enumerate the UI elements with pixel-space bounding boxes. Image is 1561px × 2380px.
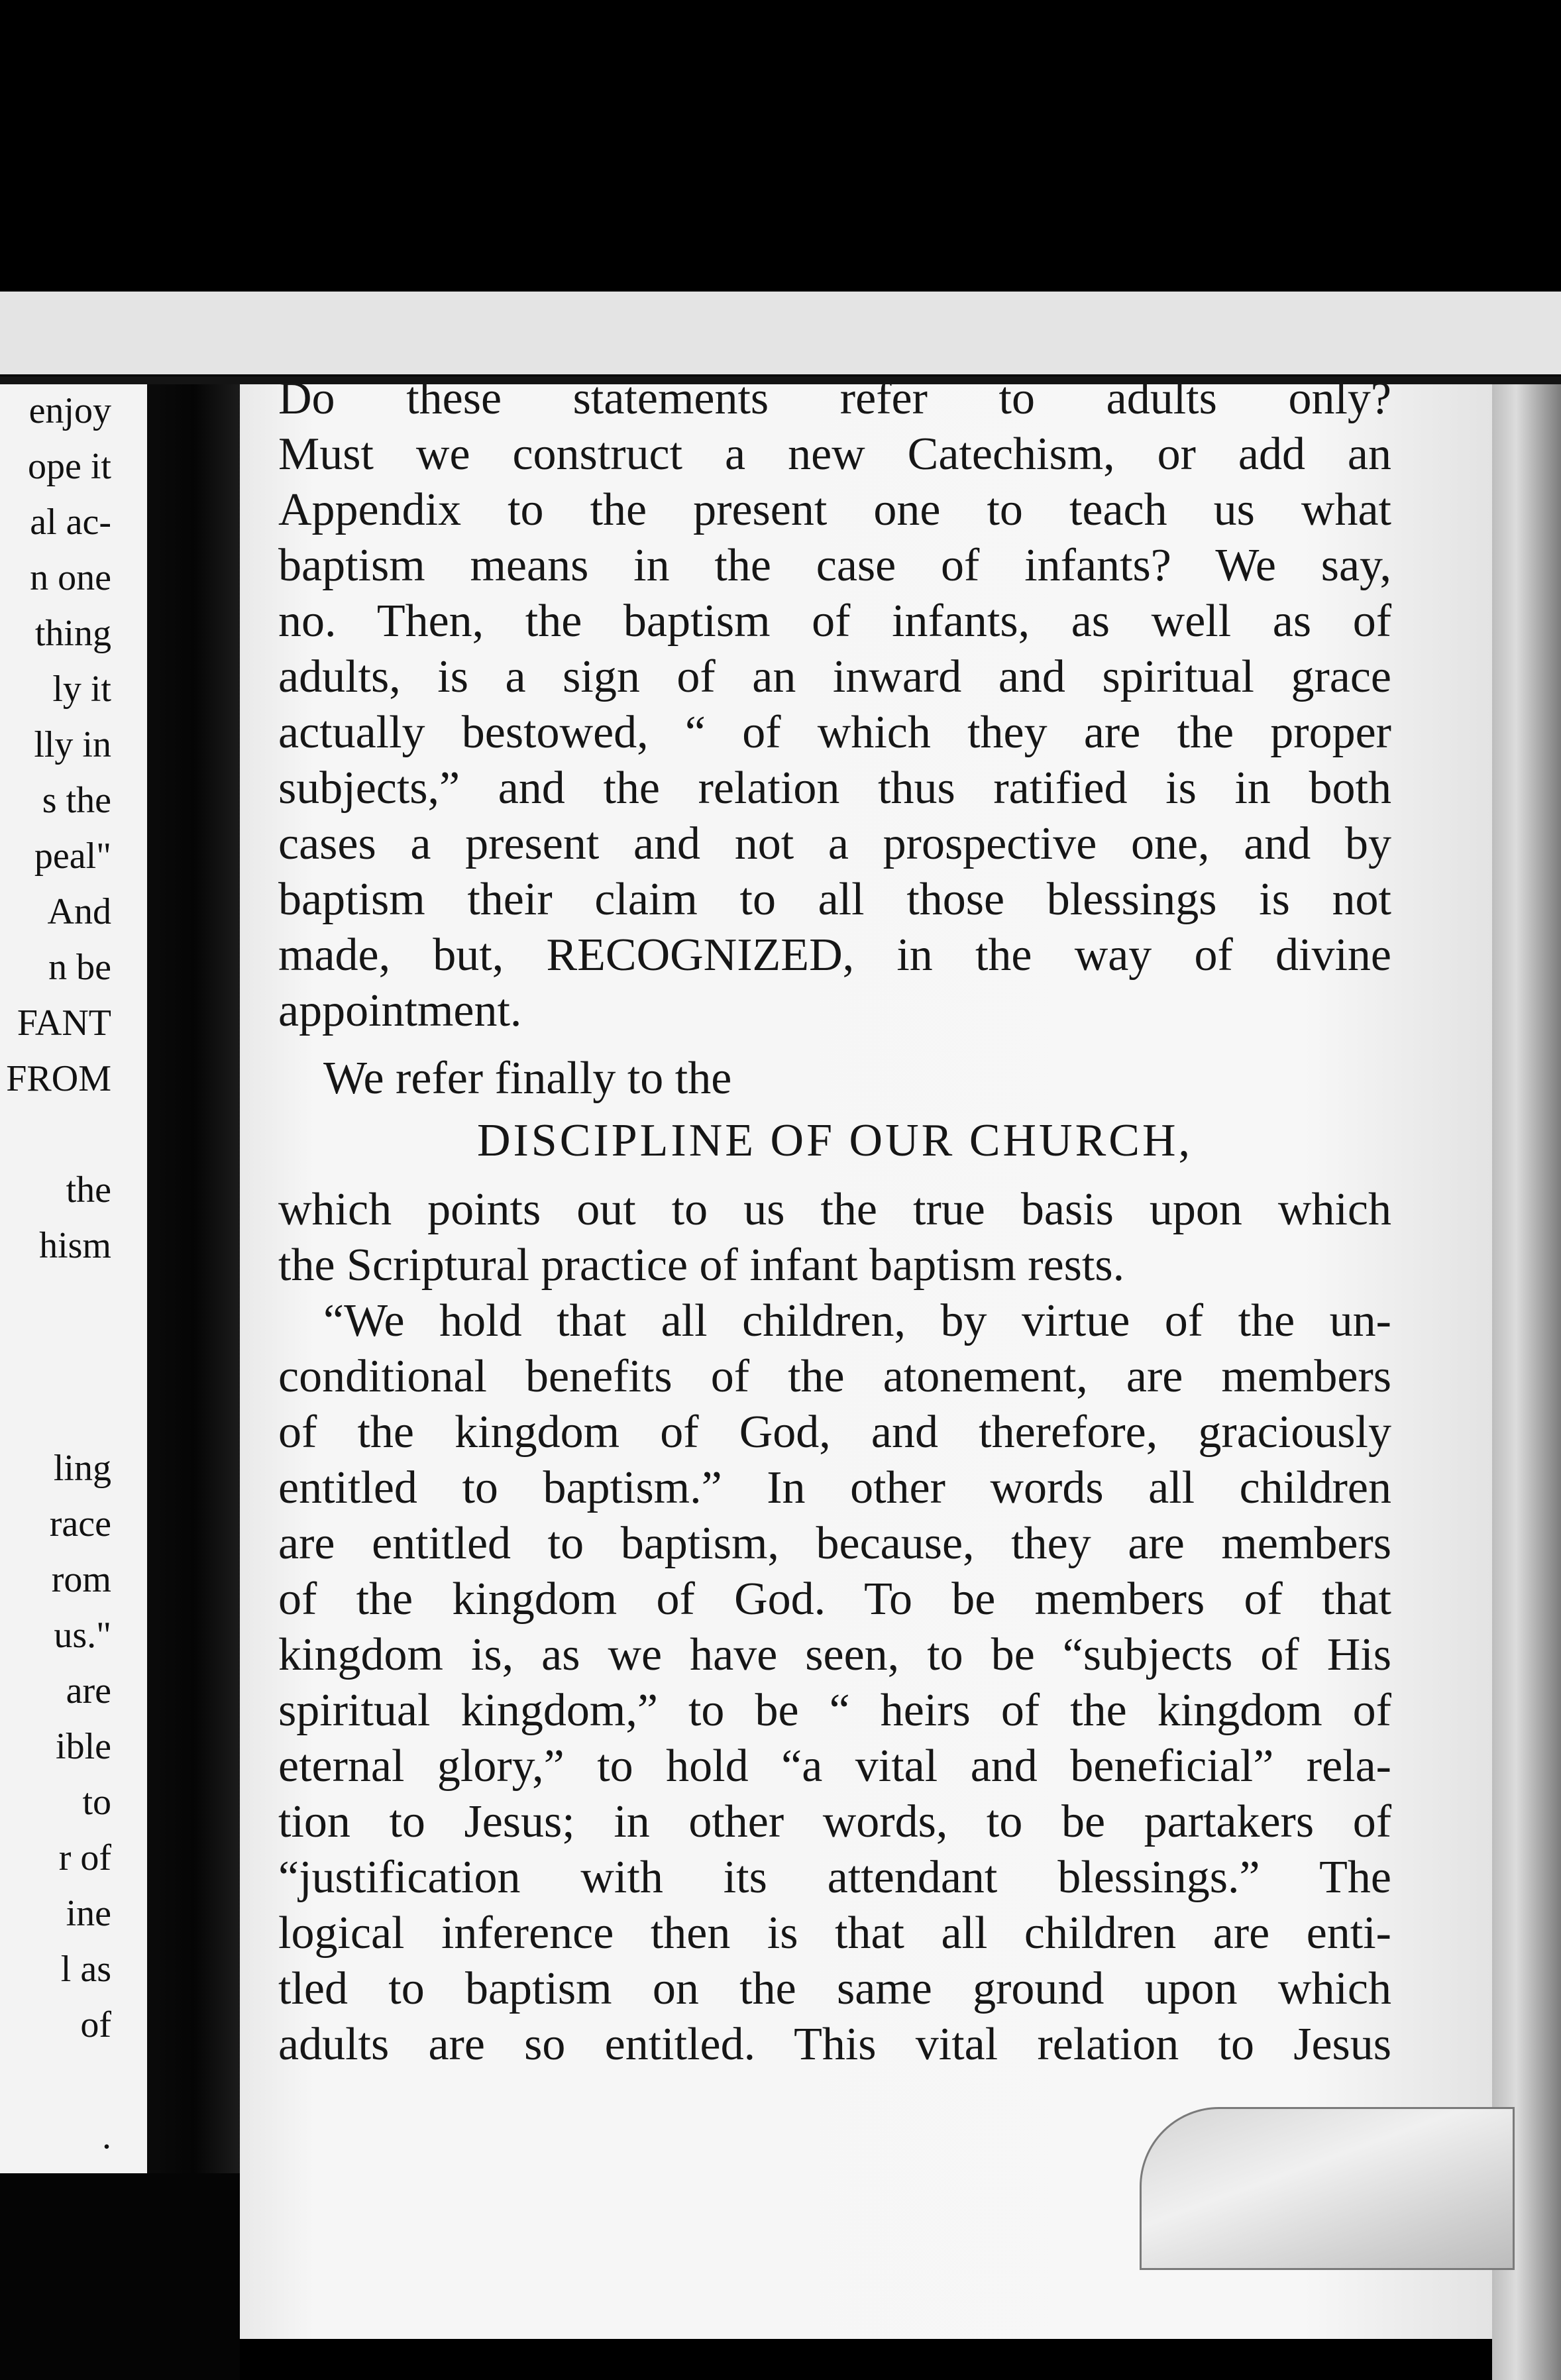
text-line: which points out to us the true basis upon which	[278, 1184, 1391, 1235]
left-fragment-line: enjoy	[28, 390, 111, 431]
left-fragment-line: rom	[51, 1559, 111, 1600]
text-line: made, but, RECOGNIZED, in the way of divine	[278, 930, 1391, 981]
text-line: cases a present and not a prospective one, and by	[278, 818, 1391, 869]
text-line: Must we construct a new Catechism, or add an	[278, 429, 1391, 480]
refer-line: We refer finally to the	[323, 1053, 732, 1104]
text-line: Appendix to the present one to teach us what	[278, 484, 1391, 535]
text-line: baptism means in the case of infants? We say,	[278, 540, 1391, 591]
left-fragment-line: .	[102, 2116, 111, 2157]
left-fragment-line: the	[66, 1169, 111, 1211]
book-gutter	[147, 384, 240, 2380]
text-line: the Scriptural practice of infant baptism rests.	[278, 1240, 1125, 1291]
text-line: “We hold that all children, by virtue of the un-	[323, 1295, 1391, 1346]
text-line: actually bestowed, “ of which they are the proper	[278, 707, 1391, 758]
left-fragment-line	[0, 1329, 111, 1385]
text-line: entitled to baptism.” In other words all children	[278, 1462, 1391, 1513]
left-fragment-line	[0, 1385, 111, 1440]
left-fragment-line: FROM	[6, 1058, 111, 1099]
black-top-band	[0, 0, 1561, 282]
left-page-text	[0, 383, 111, 2164]
text-line: appointment.	[278, 985, 522, 1036]
main-page-text	[278, 371, 1391, 2073]
text-line: spiritual kingdom,” to be “ heirs of the kingdom of	[278, 1685, 1391, 1736]
paragraph-2	[278, 1182, 1391, 1293]
left-fragment-line: us."	[54, 1615, 111, 1656]
left-fragment-line: s the	[42, 780, 111, 821]
left-fragment-line: al ac-	[30, 502, 111, 543]
gray-strip	[0, 292, 1561, 374]
left-fragment-line	[0, 1273, 111, 1329]
section-heading: DISCIPLINE OF OUR CHURCH,	[476, 1115, 1193, 1166]
left-fragment-line: race	[49, 1503, 111, 1544]
left-fragment-line: peal"	[34, 836, 111, 877]
left-fragment-line: of	[80, 2004, 111, 2045]
left-fragment-line: hism	[39, 1225, 111, 1266]
left-fragment-line: ine	[66, 1893, 111, 1934]
left-fragment-line: to	[82, 1782, 111, 1823]
left-fragment-line: are	[66, 1670, 111, 1711]
left-fragment-line: FANT	[17, 1002, 111, 1044]
text-line: no. Then, the baptism of infants, as well as of	[278, 596, 1391, 647]
left-fragment-line: l as	[60, 1949, 111, 1990]
page-edge	[1492, 384, 1561, 2380]
left-fragment-line: r of	[58, 1837, 111, 1878]
left-fragment-line: ible	[56, 1726, 111, 1767]
text-line: adults are so entitled. This vital relation to Jesus	[278, 2019, 1391, 2070]
text-line: tion to Jesus; in other words, to be partakers of	[278, 1796, 1391, 1847]
left-fragment-line: n be	[48, 947, 111, 988]
text-line: logical inference then is that all children are enti-	[278, 1908, 1391, 1959]
text-line: are entitled to baptism, because, they are members	[278, 1518, 1391, 1569]
text-line: kingdom is, as we have seen, to be “subjects of His	[278, 1629, 1391, 1680]
text-line: baptism their claim to all those blessings is not	[278, 874, 1391, 925]
text-line: of the kingdom of God, and therefore, graciously	[278, 1407, 1391, 1458]
paragraph-3	[278, 1293, 1391, 2073]
text-line: of the kingdom of God. To be members of that	[278, 1574, 1391, 1625]
left-fragment-line: n one	[30, 557, 111, 598]
left-fragment-line: thing	[34, 613, 111, 654]
page-curl	[1140, 2107, 1515, 2270]
left-fragment-line: lly in	[34, 724, 111, 765]
left-fragment-line: ope it	[28, 446, 111, 487]
text-line: tled to baptism on the same ground upon which	[278, 1963, 1391, 2014]
left-fragment-line: ling	[53, 1448, 111, 1489]
text-line: “justification with its attendant blessings.” The	[278, 1852, 1391, 1903]
text-line: adults, is a sign of an inward and spiritual grace	[278, 651, 1391, 702]
bottom-shadow	[0, 2173, 240, 2380]
left-fragment-line: And	[47, 891, 111, 932]
paragraph-1	[278, 371, 1391, 1039]
left-fragment-line	[0, 2053, 111, 2108]
left-fragment-line	[0, 1107, 111, 1162]
text-line: subjects,” and the relation thus ratified is in both	[278, 763, 1391, 814]
text-line: Do these statements refer to adults only?	[278, 373, 1391, 424]
text-line: eternal glory,” to hold “a vital and beneficial” rela-	[278, 1741, 1391, 1792]
text-line: conditional benefits of the atonement, are members	[278, 1351, 1391, 1402]
left-fragment-line: ly it	[52, 669, 111, 710]
